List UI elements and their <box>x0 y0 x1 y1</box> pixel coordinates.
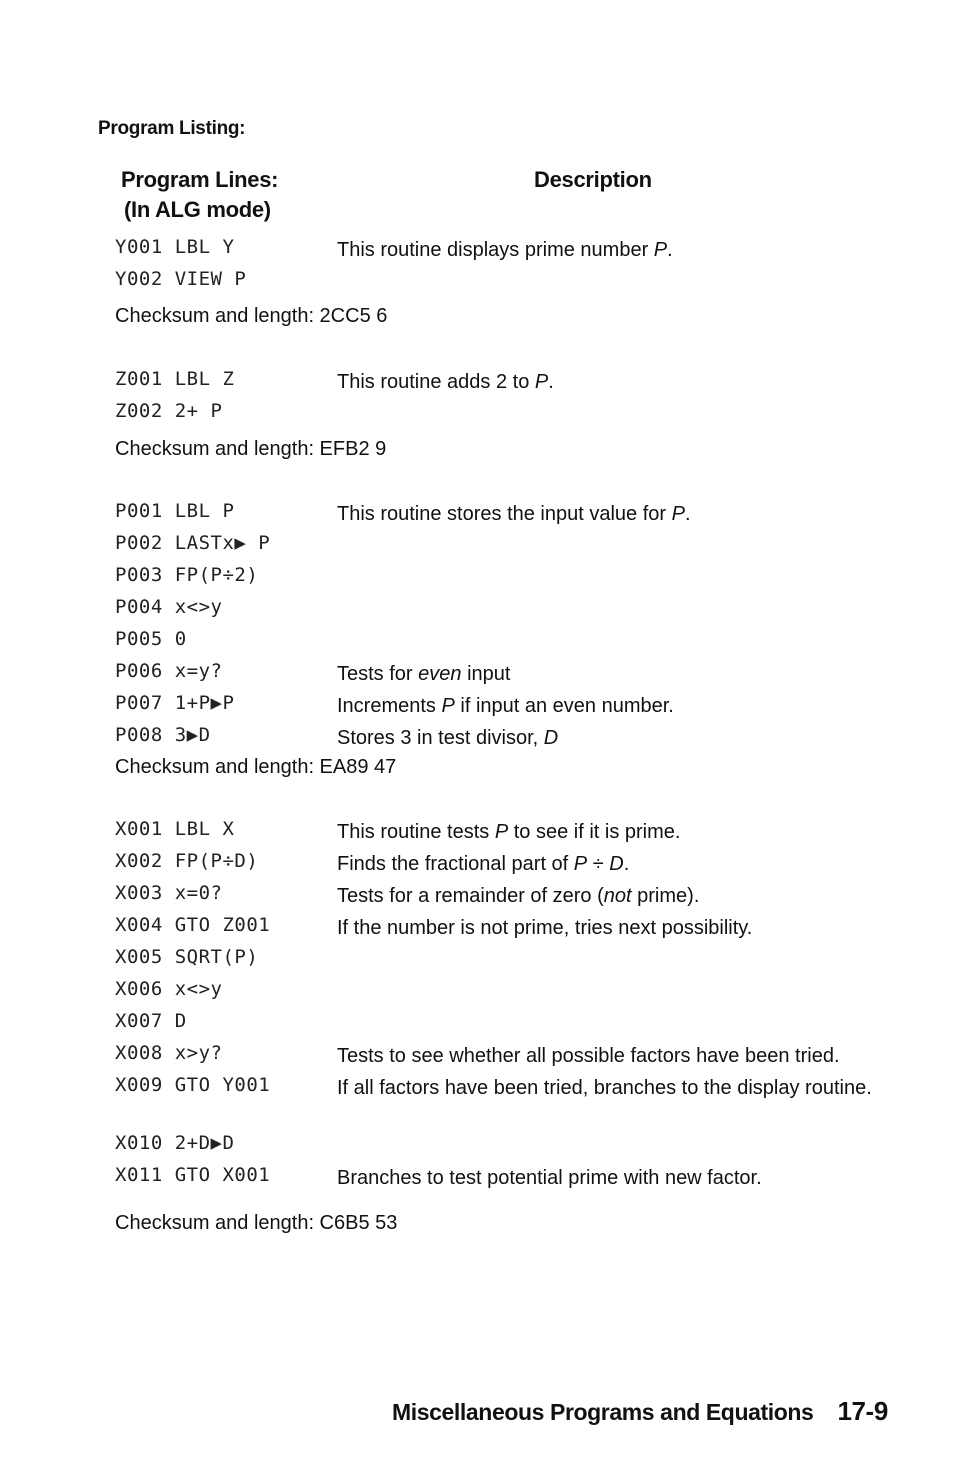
program-line <box>115 398 915 430</box>
program-line-description: If all factors have been tried, branches to the display routine. <box>337 1077 872 1099</box>
program-lines-title: Program Lines: <box>121 167 279 192</box>
italic-variable: P <box>653 239 668 261</box>
program-line <box>115 912 915 944</box>
program-line <box>115 366 915 398</box>
program-line <box>115 1072 915 1104</box>
program-line <box>115 530 915 562</box>
program-line <box>115 594 915 626</box>
program-line-code: X008 x>y? <box>115 1042 223 1064</box>
program-line-code: P006 x=y? <box>115 660 223 682</box>
program-line-description: This routine displays prime number P. <box>337 239 673 261</box>
checksum-length: Checksum and length: EA89 47 <box>115 756 397 778</box>
program-line-code: X006 x<>y <box>115 978 223 1000</box>
program-line-code: X001 LBL X <box>115 818 235 840</box>
program-line-code: P008 3▶D <box>115 724 211 746</box>
program-line-code: Y001 LBL Y <box>115 236 235 258</box>
program-line <box>115 690 915 722</box>
program-line-code: P001 LBL P <box>115 500 235 522</box>
italic-variable: not <box>603 885 632 907</box>
program-line <box>115 1162 915 1194</box>
program-line <box>115 266 915 298</box>
checksum-length: Checksum and length: 2CC5 6 <box>115 305 388 327</box>
program-lines-header <box>121 165 278 225</box>
italic-variable: D <box>543 727 559 749</box>
program-line-description: Finds the fractional part of P ÷ D. <box>337 853 630 875</box>
program-line-code: X005 SQRT(P) <box>115 946 259 968</box>
program-line-description: Increments P if input an even number. <box>337 695 674 717</box>
checksum-length: Checksum and length: C6B5 53 <box>115 1212 398 1234</box>
page-number: 17-9 <box>837 1396 888 1426</box>
program-line <box>115 880 915 912</box>
program-line-code: Z001 LBL Z <box>115 368 235 390</box>
program-line-code: P005 0 <box>115 628 187 650</box>
program-line <box>115 234 915 266</box>
program-line <box>115 1008 915 1040</box>
program-line <box>115 562 915 594</box>
program-line-description: This routine adds 2 to P. <box>337 371 554 393</box>
program-line-code: X011 GTO X001 <box>115 1164 271 1186</box>
program-line <box>115 848 915 880</box>
program-line-description: Stores 3 in test divisor, D <box>337 727 559 749</box>
chapter-title: Miscellaneous Programs and Equations <box>392 1399 814 1425</box>
italic-variable: P <box>573 853 588 875</box>
italic-variable: even <box>418 663 462 685</box>
page-footer <box>392 1396 888 1427</box>
program-line-description: Branches to test potential prime with new factor. <box>337 1167 762 1189</box>
program-line-code: X004 GTO Z001 <box>115 914 271 936</box>
program-line <box>115 722 915 754</box>
program-line <box>115 498 915 530</box>
italic-variable: P <box>534 371 549 393</box>
program-listing-label: Program Listing: <box>98 118 246 139</box>
program-line-code: X007 D <box>115 1010 187 1032</box>
program-line-code: Y002 VIEW P <box>115 268 247 290</box>
program-line-code: X002 FP(P÷D) <box>115 850 259 872</box>
italic-variable: P <box>494 821 509 843</box>
program-line-description: This routine stores the input value for P. <box>337 503 691 525</box>
program-line-description: Tests for even input <box>337 663 511 685</box>
program-line <box>115 976 915 1008</box>
program-line-description: Tests for a remainder of zero (not prime). <box>337 885 700 907</box>
program-line-code: X003 x=0? <box>115 882 223 904</box>
program-line-description: This routine tests P to see if it is prime. <box>337 821 681 843</box>
checksum-length: Checksum and length: EFB2 9 <box>115 438 387 460</box>
program-line-code: X009 GTO Y001 <box>115 1074 271 1096</box>
program-line-description: If the number is not prime, tries next possibility. <box>337 917 753 939</box>
program-lines-mode: (In ALG mode) <box>124 197 271 222</box>
program-line-code: P002 LASTx▶ P <box>115 532 271 554</box>
italic-variable: P <box>671 503 685 525</box>
italic-variable: D <box>609 853 624 875</box>
program-line <box>115 816 915 848</box>
program-line-description: Tests to see whether all possible factors have been tried. <box>337 1045 840 1067</box>
program-line <box>115 944 915 976</box>
program-line <box>115 1130 915 1162</box>
program-line <box>115 658 915 690</box>
description-header: Description <box>534 167 652 192</box>
program-line-code: P007 1+P▶P <box>115 692 235 714</box>
program-line-code: X010 2+D▶D <box>115 1132 235 1154</box>
program-line-code: Z002 2+ P <box>115 400 223 422</box>
italic-variable: P <box>441 695 455 717</box>
program-line-code: P003 FP(P÷2) <box>115 564 259 586</box>
program-line <box>115 626 915 658</box>
program-line-code: P004 x<>y <box>115 596 223 618</box>
program-line <box>115 1040 915 1072</box>
